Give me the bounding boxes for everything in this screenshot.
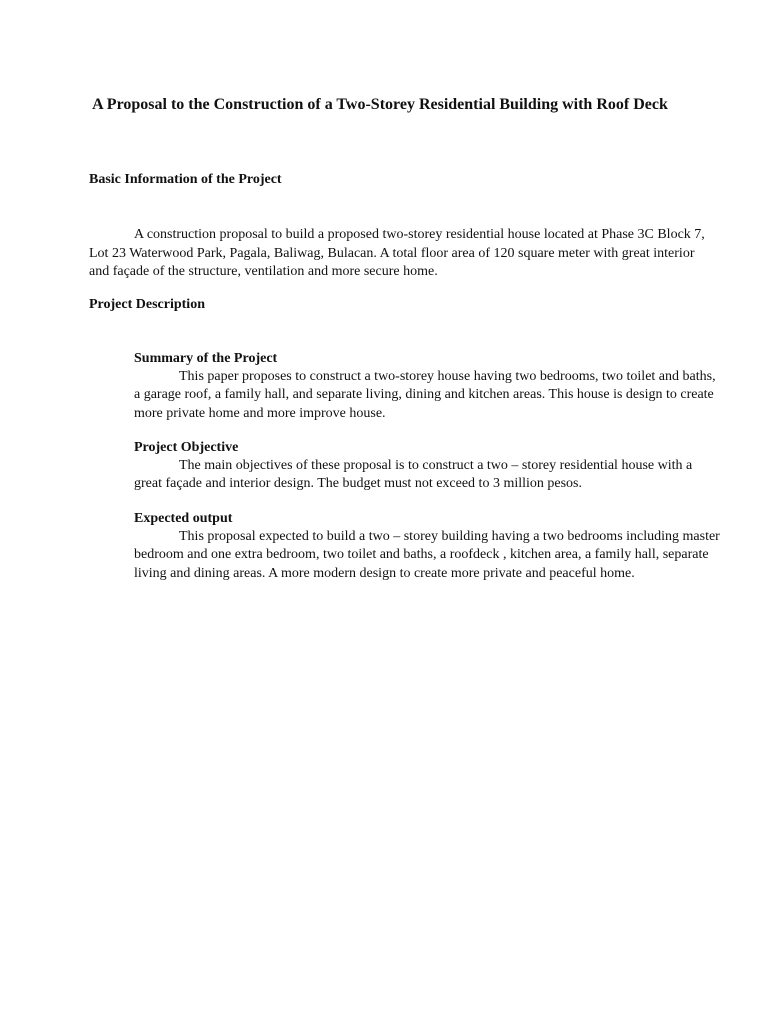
- expected-output-heading: Expected output: [134, 511, 233, 526]
- objective-heading: Project Objective: [134, 440, 239, 455]
- document-title: A Proposal to the Construction of a Two-Storey Residential Building with Roof Deck: [92, 96, 668, 113]
- summary-paragraph: This paper proposes to construct a two-storey house having two bedrooms, two toilet and baths, a garage roof, a family hall, and separate living, dining and kitchen areas. This house is design to create more private home and more improve house.: [134, 369, 716, 421]
- expected-output-paragraph: This proposal expected to build a two – storey building having a two bedrooms including master bedroom and one extra bedroom, two toilet and baths, a roofdeck , kitchen area, a family hall, separate living and dining areas. A more modern design to create more private and peaceful home.: [134, 529, 720, 581]
- summary-heading: Summary of the Project: [134, 351, 278, 366]
- objective-paragraph: The main objectives of these proposal is to construct a two – storey residential house with a great façade and interior design. The budget must not exceed to 3 million pesos.: [134, 458, 693, 492]
- basic-info-paragraph: A construction proposal to build a proposed two-storey residential house located at Phase 3C Block 7, Lot 23 Waterwood Park, Pagala, Baliwag, Bulacan. A total floor area of 120 square meter with great interior and façade of the structure, ventilation and more secure home.: [89, 227, 705, 279]
- basic-info-heading: Basic Information of the Project: [89, 172, 282, 187]
- project-description-heading: Project Description: [89, 297, 205, 312]
